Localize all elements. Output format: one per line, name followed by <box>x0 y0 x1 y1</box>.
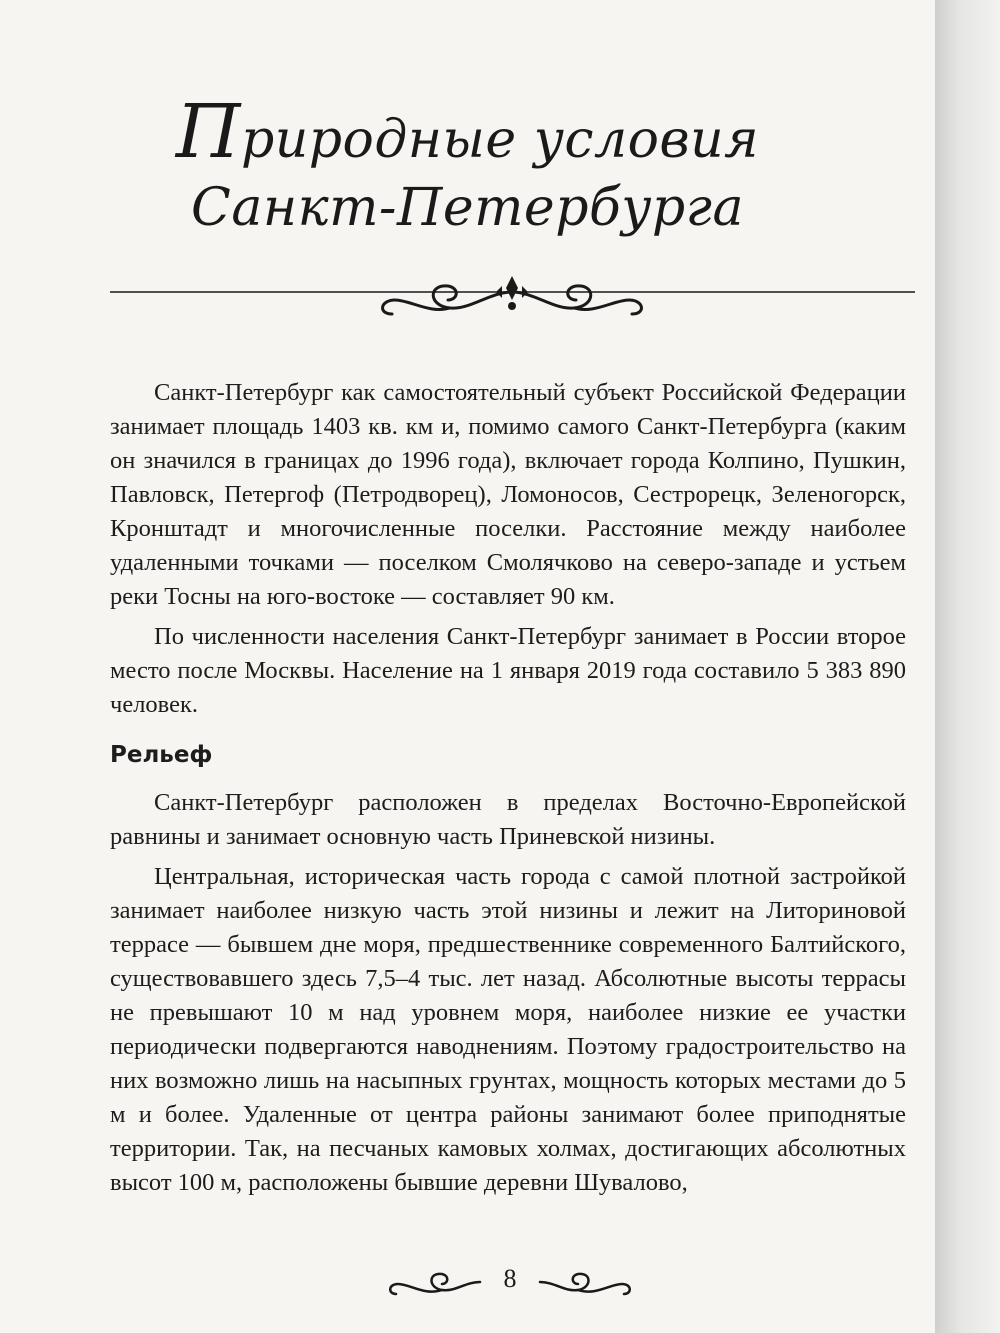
paragraph: Санкт-Петербург как самостоятельный субъект Российской Федерации занимает площадь 1403 кв. км и, помимо самого Санкт-Петербурга (каким он значился в границах до 1996 года), включает города Колпино, Пушкин, Павловск, Петергоф (Петродворец), Ломоносов, Сестрорецк, Зеленогорск, Кронштадт и многочисленные поселки. Расстояние между наиболее удаленными точками — поселком Смолячково на северо-западе и устьем реки Тосны на юго-востоке — составляет 90 км. <box>110 379 906 610</box>
page-footer <box>380 1262 640 1302</box>
page-edge <box>935 0 1000 1333</box>
chapter-title-line-1-rest: риродные условия <box>240 110 760 170</box>
chapter-title <box>0 89 935 240</box>
paragraph: Центральная, историческая часть города с самой плотной застройкой занимает наиболее низкую часть этой низины и лежит на Литориновой террасе — бывшем дне моря, предшественнике современного Балтийского, существовавшего здесь 7,5–4 тыс. лет назад. Абсолютные высоты террасы не превышают 10 м над уровнем моря, наиболее низкие ее участки периодически подвергаются наводнениям. Поэтому градостроительство на них возможно лишь на насыпных грунтах, мощность которых местами до 5 м и более. Удаленные от центра районы занимают более приподнятые территории. Так, на песчаных камовых холмах, достигающих абсолютных высот 100 м, расположены бывшие деревни Шувалово, <box>110 863 906 1196</box>
section-heading: Рельеф <box>110 742 213 768</box>
title-ornament <box>110 270 915 330</box>
paragraph: По численности населения Санкт-Петербург занимает в России второе место после Москвы. Население на 1 января 2019 года составило 5 383 890 человек. <box>110 623 906 718</box>
paragraph: Санкт-Петербург расположен в пределах Восточно-Европейской равнины и занимает основную часть Приневской низины. <box>110 789 906 850</box>
page-body <box>110 376 906 1206</box>
drop-capital: П <box>175 89 241 175</box>
chapter-title-line-1 <box>0 89 935 175</box>
page-number: 8 <box>503 1264 517 1293</box>
chapter-title-line-2: Санкт-Петербурга <box>191 178 744 238</box>
